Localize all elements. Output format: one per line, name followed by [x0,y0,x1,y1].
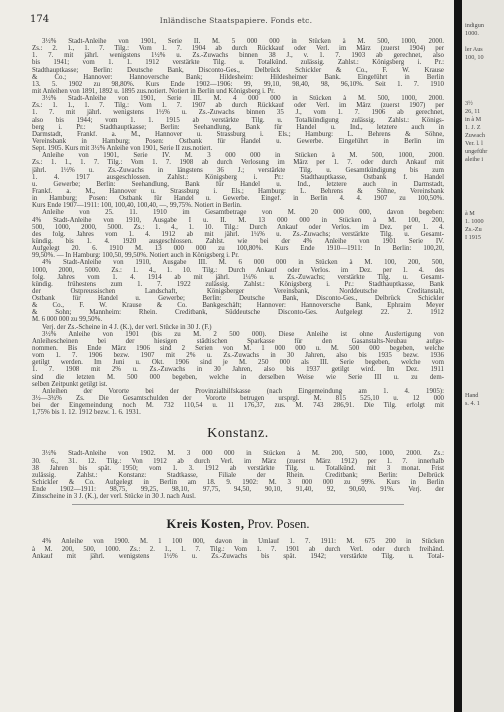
paragraph-line: jährl. 1½% u. Zs.-Zuwachs in längstens 36 J.; verstärkte Tilg. u. Gesamtkündigung bis zum [32,166,444,174]
paragraph-line: der Ostpreussischen Landschaft, Königsberger Vereinsbank, Norddeutsche Creditanstalt, [32,287,444,295]
paragraph-line: Anleihescheinen bei der hiesigen städtischen Sparkasse für den Gasanstalts-Neubau aufge- [32,337,444,345]
paragraph [32,331,444,388]
paragraph-line: bei der Eingemeindung noch M. 732 110,54 u. 11 176,37, zus. M. 743 286,91. Die Tilg. erfolgt mit [32,402,444,410]
paragraph [32,324,444,331]
paragraph-line: des folg. Jahres vom 1. 4. 1912 ab mit jährl. 1¼% u. Zs.-Zuwachs; verstärkte Tilg. u. Gesamt- [32,230,444,238]
paragraph-line: 500, 1000, 2000, 5000. Zs.: 1. 4., 1. 10. Tilg.: Durch Ankauf oder Verlos. im Dez. per 1. 4. [32,223,444,231]
paragraph-line: 99,50%. — In Hamburg: 100,50, 99,50%. Notiert auch in Königsberg i. Pr. [32,252,240,260]
paragraph-line: sind die letzten M. 500 000 begeben, welche in derselben Weise wie Serie III u. zu dem- [32,373,444,381]
kosten-entry [32,538,444,559]
paragraph-line: 13. 5. 1902 zu 98,80%. Kurs Ende 1902—1906: 99, 99,10, 98,40, 98, 96,10%. Seit 1. 7. 1910 [32,80,444,88]
kosten-line: 4% Anleihe von 1900. M. 1 100 000, davon in Umlauf 1. 7. 1911: M. 675 200 in Stücken [42,538,444,546]
paragraph-line: Zs.: 1. 1., 1. 7. Tilg.: Vom 1. 7. 1908 ab durch Verlosung im März per 1. 7. oder durch Ankauf mit [32,159,444,167]
kosten-title-bold: Kreis Kosten, [166,517,245,532]
adjacent-page-fragment: Zs.-Zu [465,226,482,233]
page-number: 174 [30,14,50,25]
paragraph-line: 1,75% bis 1. 12. 1912 bezw. 1. 6. 1931. [32,409,141,417]
paragraph-line: Anleihe von 1901, Serie IV. M. 3 000 000 in Stücken à M. 500, 1000, 2000. [42,152,444,160]
section-heading-konstanz: Konstanz. [207,426,269,442]
paragraph-line: Frankf. a. M., Hannover u. Strassburg i. Els.; Hamburg: L. Behrens & Söhne, Vereinsbank [32,187,444,195]
konstanz-entry [32,450,444,500]
paragraph-line: kündig. bis 1. 4. 1920 ausgeschlossen. Zahlst. wie bei der 4% Anleihe von 1901 Serie IV. [32,237,444,245]
paragraph-line: Stadthauptkasse; Berlin: Deutsche Bank, Disconto-Ges., Delbrück Schickler & Co., F. W. Krause [32,66,444,74]
adjacent-page-fragment: 1. J. Z [465,124,481,131]
konstanz-line: Ende 1902—1911: 98,75, 99,25, 98,10, 97,75, 94,50, 90,10, 91,40, 92, 90,60, 91%. Verj. der [32,486,444,494]
running-title: Inländische Staatspapiere. Fonds etc. [159,16,313,25]
adjacent-page-fragment: 26, 11 [465,108,481,115]
paragraph-line: Anleihen der Vororte bei der Provinzialhilfskasse (nach Eingemeindung am 1. 4. 1905): [42,387,444,395]
paragraph-line: Aufgelegt 20. 6. 1910 M. 13 000 000 zu 100,80%. Kurs Ende 1910—1911: In Berlin: 100,20, [32,245,444,253]
paragraph-line: selben Zeitpunkt getilgt ist. [32,380,108,388]
paragraph [32,388,444,417]
adjacent-page-fragment: Hand [465,392,479,399]
paragraph-line: 3½—3¾% Zs. Die Gesamtschulden der Vororte betrugen ursprgl. M. 815 525,10 u. 12 000 [32,395,444,403]
paragraph-line: & Sohn; Mannheim: Rhein. Creditbank, Süddeutsche Disconto-Ges. Aufgelegt 22. 2. 1912 [32,309,444,317]
adjacent-page-fragment: aleihe i [465,156,484,163]
kosten-line: Ankauf mit jährl. wenigstens 1½% u. Zs.-Zuwachs bis spät. 1942; verstärkte Tilg. u. Total- [32,552,444,560]
konstanz-line: 3½% Stadt-Anleihe von 1902. M. 3 000 000 in Stücken à M. 200, 500, 1000, 2000. Zs.: [42,450,444,458]
paragraph-line: in Hamburg; Posen: Ostbank für Handel u. Gewerbe. Eingef. in Berlin 4. 4. 1907 zu 100,50%. [32,195,444,203]
konstanz-line: Schickler & Co. Aufgelegt in Berlin am 18. 9. 1902: M. 3 000 000 zu 99%. Kurs in Berlin [32,479,444,487]
paragraph-line: Zs.: 2. 1., 1. 7. Tilg.: Vom 1. 7. 1904 ab durch Rückkauf oder Verl. im März (zuerst 1904) per [32,45,444,53]
kosten-line: à M. 200, 500, 1000. Zs.: 2. 1., 1. 7. Tilg.: Vom 1. 7. 1901 ab durch Verl. oder durch freihänd. [32,545,444,553]
paragraph-line: Verj. der Zs.-Scheine in 4 J. (K.), der verl. Stücke in 30 J. (F.) [42,323,212,331]
adjacent-page-fragment: à M [465,210,475,217]
konstanz-line: 38 Jahren bis spät. 1950; vom 1. 3. 1912 ab verstärkte Tilg. u. Totalkünd. mit 3 monat. Frist [32,464,444,472]
paragraph-line: Vereinsbank in Hamburg; Posen: Ostbank für Handel u. Gewerbe. Eingeführt in Berlin im [32,137,444,145]
book-gutter [454,0,462,712]
paragraph-line: bis 1941; vom 1. 1. 1912 verstärkte Tilg. u. Totalkünd. zulässig. Zahlst.: Königsberg i. Pr.: [32,59,444,67]
section-divider [72,504,404,505]
paragraph-line: 3½% Stadt-Anleihe von 1901, Serie II. M. 5 000 000 in Stücken à M. 500, 1000, 2000. [42,38,444,45]
adjacent-page-edge [462,0,504,712]
konstanz-line: Zinsscheine in 3 J. (K.), der verl. Stücke in 30 J. nach Ausl. [32,493,196,501]
adjacent-page-fragment: indigun [465,22,484,29]
adjacent-page-fragment: 1. 1000 [465,218,484,225]
paragraph-line: 1000, 2000, 5000. Zs.: 1. 4., 1. 10. Tilg.: Durch Ankauf oder Verlos. im Dez. per 1. 4. des [32,266,444,274]
kosten-title-rest: Prov. Posen. [247,517,310,532]
paragraph-line: 3½% Stadt-Anleihe von 1901, Serie III. M. 4 000 000 in Stücken à M. 500, 1000, 2000. [42,95,444,103]
paragraph-line: 1. 7. mit jährl. wenigstens 1½% u. Zs.-Zuwachs binnen 35 J., vom 1. 7. 1906 ab gerechnet, [32,109,444,117]
adjacent-page-fragment: 3½ [465,100,473,107]
adjacent-page-fragment: Zuwach [465,132,485,139]
text-column [32,38,444,560]
paragraph-line: also bis 1944; vom 1. 1. 1915 ab verstärkte Tilg. u. Totalkündigung zulässig. Zahlst.: Königs- [32,116,444,124]
page-header [30,14,442,28]
adjacent-page-fragment: I 1915 [465,234,481,241]
paragraph [32,38,444,95]
paragraph-line: Zs.: 1. 1., 1. 7. Tilg.: Vom 1. 7. 1907 ab durch Rückkauf oder Verl. im März (zuerst 1907) per [32,102,444,110]
paragraph-line: & Co., F. W. Krause & Co. Bankgeschäft; Hannover: Hannoversche Bank, Ephraim Meyer [32,302,444,310]
konstanz-line: zulässig. Zahlst.: Konstanz: Stadtkasse, Filiale der Rhein. Creditbank; Berlin: Delbrück [32,471,444,479]
paragraph-line: folg. Jahres vom 1. 4. 1914 ab mit jährl. 1¼% u. Zs.-Zuwachs; verstärkte Tilg. u. Gesamt- [32,273,444,281]
paragraph-line: M. 6 000 000 zu 99,50%. [32,316,103,324]
adjacent-page-fragment: Ver. l. l [465,140,483,147]
paragraph-line: Darmstadt, Frankf. a. M., Hannover u. Strassburg i. Els.; Hamburg: L. Behrens & Söhne, [32,130,444,138]
paragraph-line: 4% Stadt-Anleihe von 1910, Ausgabe III. M. 6 000 000 in Stücken à M. 100, 200, 500, [42,259,444,267]
paragraph-line: Sept. 1905. Kurs mit 3½% Anleihe von 1901, Serie II zus.notiert. [32,145,213,153]
adjacent-page-fragment: in à M [465,116,482,123]
paragraph-line: kündig. frühestens zum 1. 7. 1922 zulässig. Zahlst.: Königsberg i. Pr.: Stadthauptkasse, Bank [32,280,444,288]
paragraph-line: nommen. Bis Ende März 1906 sind 2 Serien von M. 1 000 000 u. M. 500 000 begeben, welche [32,345,444,353]
paragraph-line: vom 1. 7. 1906 bezw. 1907 mit 2% u. Zs.-Zuwachs in 30 Jahren, also bis 1935 bezw. 1936 [32,352,444,360]
paragraph [32,152,444,209]
paragraph-line: 1. 4. 1917 ausgeschlossen. Zahlst.: Königsberg i. Pr.: Stadthauptkasse, Ostbank f. Handel [32,173,444,181]
paragraph-line: mit Anleihen von 1891, 1892 u. 1895 zus.notiert. Notiert in Berlin und Königsberg i. Pr. [32,87,275,95]
adjacent-page-fragment: 1000. [465,30,479,37]
paragraph [32,209,444,259]
adjacent-page-fragment: s. 4. 1 [465,400,480,407]
adjacent-page-fragment: ler Aus [465,46,483,53]
paragraph-line: berg i. Pr.: Stadthauptkasse; Berlin: Seehandlung, Bank für Handel u. Ind., letztere auch in [32,123,444,131]
paragraph-line: Anleihe von 25. 11. 1910 im Gesamtbetrage von M. 20 000 000, davon begeben: [42,209,444,217]
adjacent-page-fragment: 100, 10 [465,54,484,61]
paragraph-line: 4% Stadt-Anleihe von 1910, Ausgabe I u. II. M. 13 000 000 in Stücken à M. 100, 200, [32,216,444,224]
section-heading-kosten [32,517,444,532]
paragraph-line: Ostbank für Handel u. Gewerbe; Berlin: Deutsche Bank, Disconto-Ges., Delbrück Schickler [32,295,444,303]
paragraph-line: u. Gewerbe; Berlin: Seehandlung, Bank für Handel u. Ind., letztere auch in Darmstadt, [32,180,444,188]
adjacent-page-fragment: ungeführ [465,148,488,155]
paragraph-line: Kurs Ende 1907—1911: 100, 100,40, 100,40, —, 99,75%. Notiert in Berlin. [32,202,242,210]
paragraph [32,95,444,152]
paragraph [32,259,444,323]
paragraph-line: 3½% Anleihe von 1901 (bis zu M. 2 500 000). Diese Anleihe ist ohne Ausfertigung von [42,330,444,338]
paragraph-line: & Co.; Hannover: Hannoversche Bank; Hildesheim: Hildesheimer Bank. Eingeführt in Berlin [32,73,444,81]
konstanz-line: 30. 6., 31. 12. Tilg.: Von 1912 ab durch Verl. im März (zuerst März 1912) per 1. 7. innerhalb [32,457,444,465]
paragraph-line: 1. 7. 1908 mit 2% u. Zs.-Zuwachs in 30 Jahren, also bis 1937 getilgt wird. Im Dez. 1911 [32,366,444,374]
paragraph-line: 1. 7. mit jährl. wenigstens 1½% u. Zs.-Zuwachs binnen 38 J., v. 1. 7. 1903 ab gerechnet, also [32,52,444,60]
paragraph-line: getilgt werden. Im Juni u. Okt. 1906 sind je M. 250 000 als III. Serie begeben, welche vom [32,359,444,367]
